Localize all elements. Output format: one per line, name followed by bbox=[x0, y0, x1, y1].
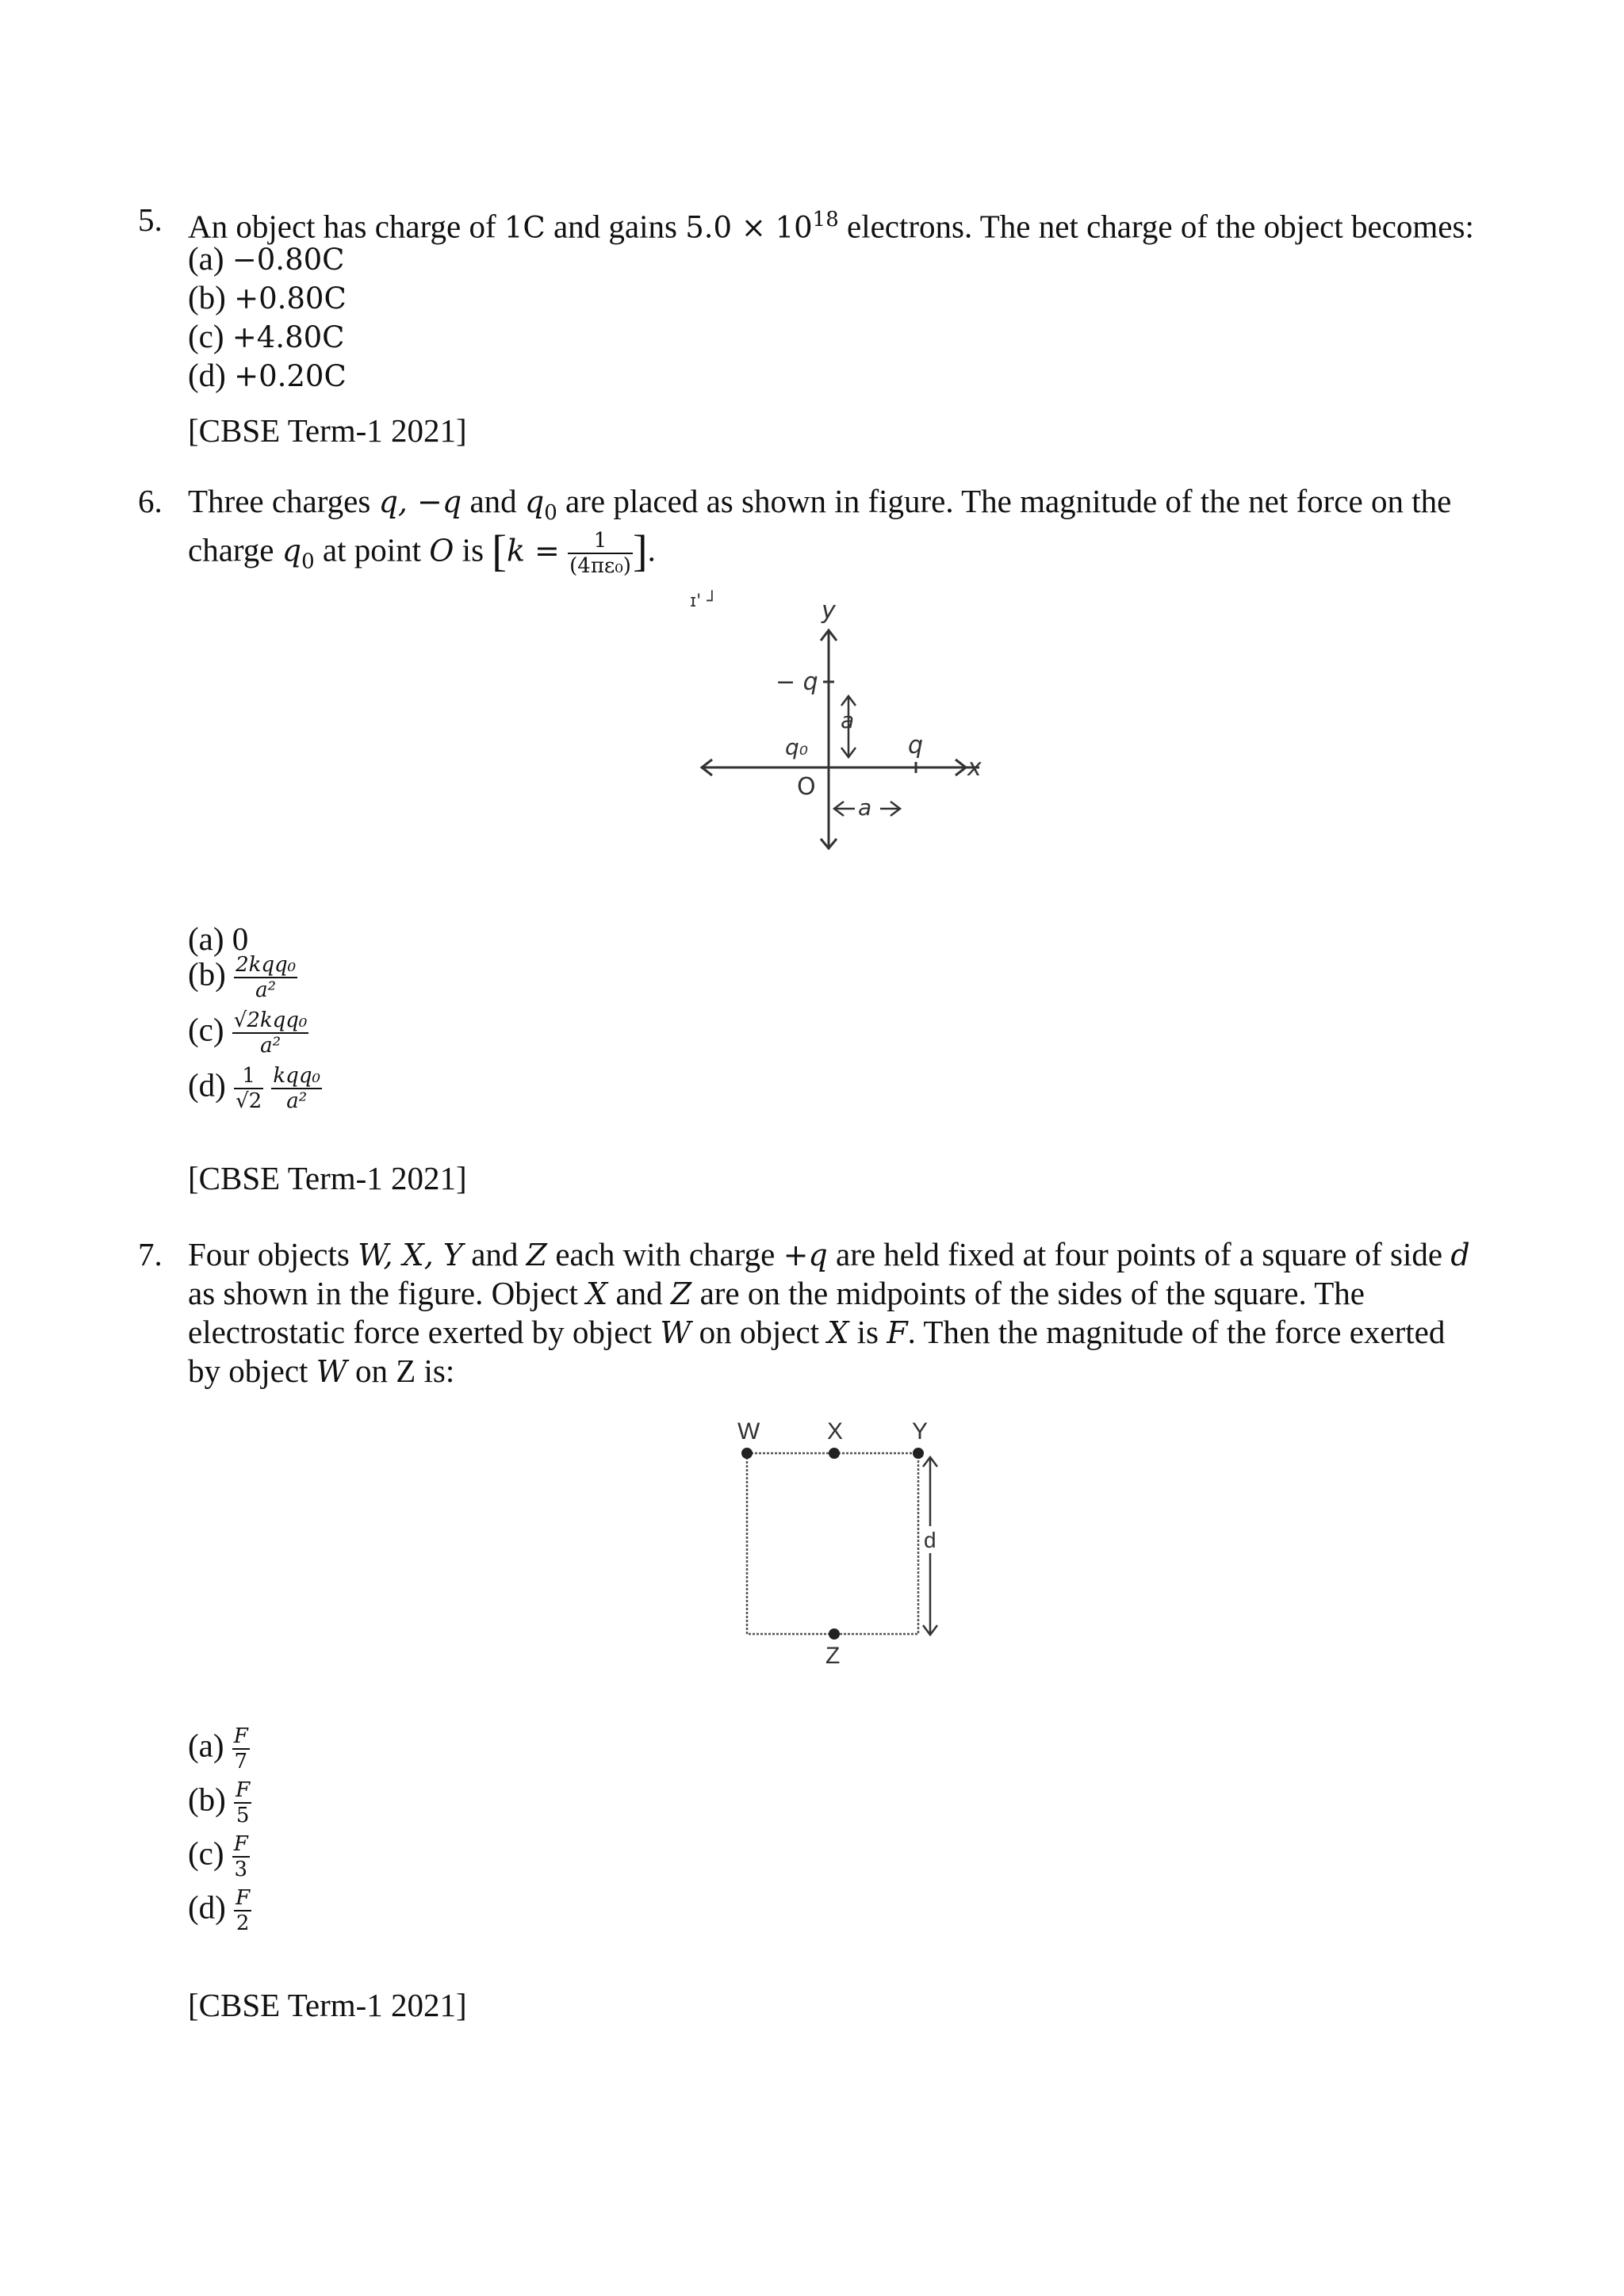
question-text-part: An object has charge of bbox=[188, 208, 496, 245]
point-symbol: O bbox=[429, 533, 454, 568]
option-c[interactable] bbox=[188, 1832, 250, 1881]
question-7-line-4 bbox=[188, 1352, 454, 1391]
object-w-symbol: W bbox=[660, 1315, 691, 1350]
charge-y bbox=[913, 1448, 924, 1459]
fraction-denominator: a² bbox=[260, 1034, 282, 1058]
fraction-denominator: 2 bbox=[236, 1911, 250, 1935]
fraction-denominator: 5 bbox=[236, 1804, 250, 1827]
x-axis-label: x bbox=[967, 754, 982, 782]
electrons-exponent: 18 bbox=[812, 208, 839, 232]
question-text-part: on Z is: bbox=[355, 1353, 455, 1389]
option-label: (b) bbox=[188, 1781, 226, 1818]
charges-symbols: q, −q bbox=[378, 484, 462, 519]
option-value: 0 bbox=[232, 920, 249, 957]
option-fraction bbox=[234, 1778, 251, 1827]
option-fraction bbox=[232, 1832, 250, 1881]
square-outline bbox=[747, 1453, 918, 1634]
question-text-part: by object bbox=[188, 1353, 308, 1389]
q0-symbol: q bbox=[282, 533, 302, 568]
side-symbol: d bbox=[1450, 1238, 1470, 1272]
square-charges-figure bbox=[722, 1411, 959, 1681]
k-fraction bbox=[568, 529, 633, 578]
side-label: d bbox=[924, 1528, 936, 1552]
figure-mark: ɪ' ┘ bbox=[690, 591, 718, 611]
q-label: q bbox=[908, 732, 924, 760]
fraction-denominator: a² bbox=[286, 1089, 308, 1113]
option-a[interactable] bbox=[188, 1724, 250, 1774]
question-text-part: and bbox=[615, 1275, 663, 1311]
fraction-numerator: kqq₀ bbox=[273, 1064, 320, 1088]
bracket-close: ] bbox=[632, 526, 648, 576]
q0-subscript: 0 bbox=[544, 501, 557, 526]
option-label: (d) bbox=[188, 1888, 226, 1926]
question-text-part: Three charges bbox=[188, 483, 371, 519]
option-prefactor bbox=[234, 1064, 263, 1113]
charge-x bbox=[829, 1448, 840, 1459]
option-c[interactable] bbox=[188, 1008, 308, 1058]
question-text-part: each with charge bbox=[555, 1236, 776, 1272]
k-equals: k = bbox=[506, 533, 560, 568]
label-z: Z bbox=[825, 1643, 841, 1669]
electrons-value: 5.0 × 10 bbox=[685, 210, 813, 245]
option-label: (c) bbox=[188, 1011, 224, 1048]
option-d[interactable] bbox=[188, 1064, 322, 1113]
fraction-numerator: F bbox=[236, 1778, 251, 1802]
fraction-numerator: 1 bbox=[568, 529, 633, 554]
question-text-part: are held fixed at four points of a square of side bbox=[836, 1236, 1443, 1272]
question-text-part: charge bbox=[188, 531, 274, 568]
option-label: (c) bbox=[188, 318, 224, 354]
option-fraction bbox=[232, 1724, 250, 1774]
fraction-numerator: √2kqq₀ bbox=[233, 1008, 308, 1032]
charge-z bbox=[829, 1628, 840, 1640]
option-label: (d) bbox=[188, 1066, 226, 1104]
question-number: 6. bbox=[138, 483, 163, 519]
option-value: +0.20C bbox=[234, 359, 347, 393]
option-fraction bbox=[234, 953, 297, 1002]
exam-source: [CBSE Term-1 2021] bbox=[188, 1987, 467, 2023]
option-a[interactable] bbox=[188, 920, 248, 958]
question-text-part: are on the midpoints of the sides of the square. The bbox=[699, 1275, 1365, 1311]
label-y: Y bbox=[912, 1418, 929, 1445]
q0-label: q₀ bbox=[785, 734, 808, 760]
question-text-part: is bbox=[462, 531, 485, 568]
option-value: +0.80C bbox=[234, 281, 347, 316]
question-text-part: at point bbox=[322, 531, 422, 568]
option-label: (d) bbox=[188, 357, 226, 393]
exam-source: [CBSE Term-1 2021] bbox=[188, 1160, 467, 1196]
object-z-symbol: Z bbox=[670, 1276, 692, 1311]
a-vertical-label: a bbox=[841, 707, 855, 733]
origin-label: O bbox=[797, 773, 816, 801]
question-text-part: are placed as shown in figure. The magnitude of the net force on the bbox=[565, 483, 1452, 519]
option-fraction bbox=[234, 1886, 251, 1935]
label-w: W bbox=[737, 1418, 760, 1445]
q0-subscript: 0 bbox=[301, 549, 315, 574]
option-label: (c) bbox=[188, 1835, 224, 1872]
option-fraction bbox=[232, 1008, 309, 1058]
option-label: (a) bbox=[188, 920, 224, 957]
question-number: 5. bbox=[138, 201, 163, 238]
option-d[interactable] bbox=[188, 1886, 251, 1935]
fraction-denominator: 7 bbox=[234, 1750, 248, 1774]
question-5-text bbox=[188, 201, 1474, 247]
question-text-part: and gains bbox=[553, 208, 677, 245]
question-text-part: and bbox=[471, 1236, 519, 1272]
option-b[interactable] bbox=[188, 1778, 251, 1827]
object-x-symbol: X bbox=[827, 1315, 849, 1350]
option-label: (b) bbox=[188, 279, 226, 316]
question-7-line-1 bbox=[188, 1235, 1470, 1274]
question-text-part: on object bbox=[699, 1314, 820, 1350]
a-horizontal-label: a bbox=[858, 794, 872, 821]
question-text-part: electrostatic force exerted by object bbox=[188, 1314, 653, 1350]
charge-symbol: +q bbox=[783, 1238, 828, 1272]
fraction-denominator: (4πε₀) bbox=[569, 554, 631, 578]
option-label: (a) bbox=[188, 1727, 224, 1764]
option-d[interactable] bbox=[188, 356, 347, 396]
fraction-denominator: √2 bbox=[236, 1089, 262, 1113]
question-number: 7. bbox=[138, 1236, 163, 1272]
fraction-denominator: a² bbox=[255, 978, 277, 1002]
objects-symbols: W, X, Y bbox=[358, 1238, 463, 1272]
question-text-part: Four objects bbox=[188, 1236, 350, 1272]
question-text-part: is bbox=[856, 1314, 879, 1350]
charge-value: 1C bbox=[504, 210, 546, 245]
option-c[interactable] bbox=[188, 317, 344, 357]
fraction-numerator: F bbox=[236, 1886, 251, 1910]
question-text-part: as shown in the figure. Object bbox=[188, 1275, 578, 1311]
charge-axes-figure bbox=[682, 587, 999, 864]
question-text-part: electrons. The net charge of the object becomes: bbox=[847, 208, 1474, 245]
question-6-line-1 bbox=[188, 482, 1451, 532]
option-b[interactable] bbox=[188, 278, 347, 318]
fraction-numerator: F bbox=[233, 1832, 248, 1856]
fraction-numerator: 1 bbox=[234, 1064, 263, 1089]
neg-q-label: − q bbox=[776, 668, 818, 696]
fraction-denominator: 3 bbox=[234, 1858, 248, 1881]
option-label: (b) bbox=[188, 955, 226, 993]
y-axis-label: y bbox=[822, 597, 836, 625]
object-z-symbol: Z bbox=[526, 1238, 548, 1272]
q0-symbol: q bbox=[524, 484, 545, 519]
object-x-symbol: X bbox=[586, 1276, 608, 1311]
option-label: (a) bbox=[188, 240, 224, 277]
option-a[interactable] bbox=[188, 239, 344, 279]
option-b[interactable] bbox=[188, 953, 297, 1002]
fraction-numerator: 2kqq₀ bbox=[236, 953, 297, 977]
label-x: X bbox=[827, 1418, 844, 1445]
exam-source: [CBSE Term-1 2021] bbox=[188, 412, 467, 449]
option-value: −0.80C bbox=[232, 243, 345, 277]
bracket-open: [ bbox=[492, 526, 507, 576]
question-text-part: . Then the magnitude of the force exerted bbox=[907, 1314, 1446, 1350]
option-value: +4.80C bbox=[232, 320, 345, 354]
question-7-line-3 bbox=[188, 1313, 1445, 1352]
question-7-line-2 bbox=[188, 1274, 1365, 1313]
force-symbol: F bbox=[887, 1315, 908, 1350]
option-fraction bbox=[271, 1064, 321, 1113]
charge-w bbox=[741, 1448, 753, 1459]
question-6-line-2: charge $q_0$ at point O is [k = $\frac{1}{\text{(4πε₀)}}$ ]. bbox=[188, 526, 656, 578]
object-w-symbol: W bbox=[316, 1354, 347, 1389]
question-text-part: and bbox=[469, 483, 517, 519]
fraction-numerator: F bbox=[233, 1724, 248, 1748]
